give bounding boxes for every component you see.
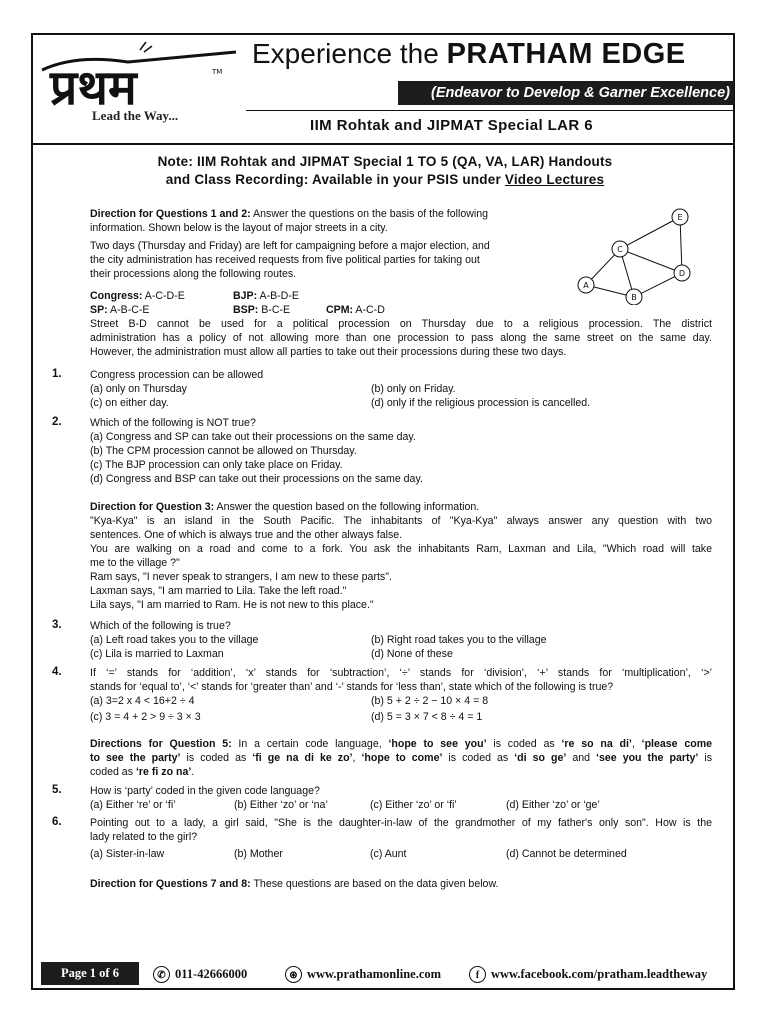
route-party: CPM: — [326, 304, 354, 316]
direction-label: Direction for Questions 7 and 8: — [90, 878, 251, 890]
node-label-e: E — [677, 213, 683, 222]
route-sp — [90, 304, 149, 318]
direction-label: Directions for Question 5: — [90, 738, 232, 750]
question-number: 3. — [52, 619, 62, 631]
text-line: their processions along the following routes. — [90, 268, 297, 280]
question-number: 2. — [52, 416, 62, 428]
text-line: administration has a policy of not allowing more than one procession to pass along the same street on the same day. — [90, 332, 712, 344]
option-d: (d) Cannot be determined — [506, 848, 627, 860]
route-party: SP: — [90, 304, 108, 316]
text-line: Ram says, "I never speak to strangers, I am new to these parts". — [90, 571, 392, 583]
header-title — [252, 38, 686, 71]
text-line: Two days (Thursday and Friday) are left for campaigning before a major election, and — [90, 240, 490, 252]
option-d: (d) None of these — [371, 648, 453, 660]
logo-tm: TM — [212, 68, 223, 76]
option-b: (b) The CPM procession cannot be allowed on Thursday. — [90, 445, 357, 457]
phrase: ‘hope to come’ — [361, 752, 443, 764]
direction-q1-q2 — [90, 208, 488, 222]
direction-text: These questions are based on the data given below. — [250, 878, 499, 890]
text-seg: coded as — [90, 766, 136, 778]
phrase: ‘hope to see you’ — [388, 738, 487, 750]
route-value: A-B-D-E — [257, 290, 299, 302]
route-party: BJP: — [233, 290, 258, 302]
question-number: 1. — [52, 368, 62, 380]
route-value: B-C-E — [258, 304, 291, 316]
route-bsp — [233, 304, 290, 318]
route-congress — [90, 290, 185, 304]
node-label-a: A — [583, 281, 589, 290]
option-a: (a) only on Thursday — [90, 383, 187, 395]
header-divider — [33, 143, 733, 145]
route-value: A-C-D — [353, 304, 385, 316]
phone-number: 011-42666000 — [175, 967, 248, 981]
text-line: me to the village ?" — [90, 557, 180, 569]
text-seg: . — [191, 766, 195, 778]
question-number: 6. — [52, 816, 62, 828]
street-c-e — [620, 217, 680, 249]
title-divider — [246, 110, 734, 111]
route-value: A-B-C-E — [107, 304, 150, 316]
option-c: (c) Lila is married to Laxman — [90, 648, 224, 660]
text-line: Laxman says, "I am married to Lila. Take the left road." — [90, 585, 347, 597]
text-line: "Kya-Kya" is an island in the South Pacific. The inhabitants of "Kya-Kya" always answer any question with two — [90, 515, 712, 527]
logo-text: प्रथम — [50, 60, 137, 116]
question-number: 5. — [52, 784, 62, 796]
footer-website — [285, 966, 441, 983]
code: ‘re fi zo na’ — [135, 766, 192, 778]
option-a: (a) Sister-in-law — [90, 848, 165, 860]
direction-text: Answer the questions on the basis of the following — [250, 208, 489, 220]
node-label-d: D — [678, 269, 686, 278]
website-link[interactable]: www.prathamonline.com — [307, 967, 442, 981]
facebook-icon: f — [469, 966, 486, 983]
text-line: Lila says, "I am married to Ram. He is not new to this place." — [90, 599, 374, 611]
direction-q5-line-1 — [90, 738, 712, 752]
text-line: information. Shown below is the layout of major streets in a city. — [90, 222, 388, 234]
option-a: (a) Congress and SP can take out their processions on the same day. — [90, 431, 416, 443]
text-seg: is coded as — [486, 738, 562, 750]
text-line: Street B-D cannot be used for a political procession on Thursday due to a religious procession. The district — [90, 318, 712, 330]
option-c: (c) 3 = 4 + 2 > 9 ÷ 3 × 3 — [90, 711, 201, 723]
direction-q5-line-3 — [90, 766, 194, 780]
direction-q5-line-2 — [90, 752, 712, 766]
question-text: How is ‘party’ coded in the given code language? — [90, 785, 320, 797]
video-lectures-link[interactable]: Video Lectures — [504, 172, 605, 187]
option-b: (b) Either ‘zo’ or ‘na’ — [234, 799, 328, 811]
direction-q7-q8 — [90, 878, 498, 892]
route-cpm — [326, 304, 385, 318]
code: ‘fi ge na di ke zo’ — [252, 752, 353, 764]
option-c: (c) Aunt — [370, 848, 407, 860]
street-layout-diagram — [572, 205, 714, 305]
footer-facebook — [469, 966, 707, 983]
question-text: Which of the following is NOT true? — [90, 417, 256, 429]
direction-text: Answer the question based on the following information. — [214, 501, 480, 513]
node-label-b: B — [631, 293, 637, 302]
text-seg: is — [698, 752, 713, 764]
text-seg: , — [352, 752, 362, 764]
header-title-brand: PRATHAM EDGE — [446, 38, 686, 70]
option-a: (a) Either ‘re’ or ‘fi’ — [90, 799, 176, 811]
node-label-c: C — [617, 245, 623, 254]
direction-label: Direction for Questions 1 and 2: — [90, 208, 251, 220]
text-seg: and — [566, 752, 597, 764]
option-b: (b) only on Friday. — [371, 383, 456, 395]
question-number: 4. — [52, 666, 62, 678]
question-text: Which of the following is true? — [90, 620, 231, 632]
phrase: ‘please come — [641, 738, 713, 750]
route-value: A-C-D-E — [142, 290, 185, 302]
footer — [33, 960, 733, 988]
note-banner — [60, 153, 710, 189]
facebook-link[interactable]: www.facebook.com/pratham.leadtheway — [491, 967, 708, 981]
option-c: (c) on either day. — [90, 397, 169, 409]
text-seg: is coded as — [180, 752, 253, 764]
route-party: Congress: — [90, 290, 143, 302]
text-line: the city administration has received requests from five political parties for taking out — [90, 254, 480, 266]
text-line: However, the administration must allow all parties to take out their processions during these two days. — [90, 346, 567, 358]
option-d: (d) Congress and BSP can take out their processions on the same day. — [90, 473, 423, 485]
document-title: IIM Rohtak and JIPMAT Special LAR 6 — [310, 117, 593, 134]
option-a: (a) 3=2 x 4 < 16+2 ÷ 4 — [90, 695, 195, 707]
question-text: stands for ‘equal to’, ‘<’ stands for ‘greater than’ and ‘-’ stands for ‘less than’, state which of the following is true? — [90, 681, 614, 693]
text-seg: is coded as — [442, 752, 515, 764]
option-b: (b) 5 + 2 ÷ 2 − 10 × 4 = 8 — [371, 695, 489, 707]
street-c-d — [620, 249, 682, 273]
route-party: BSP: — [233, 304, 259, 316]
text-seg: , — [631, 738, 642, 750]
phrase: to see the party’ — [90, 752, 181, 764]
note-line-2 — [60, 171, 710, 189]
header-title-prefix: Experience the — [252, 38, 447, 69]
option-c: (c) Either ‘zo’ or ‘fi’ — [370, 799, 457, 811]
option-d: (d) Either ‘zo’ or ‘ge’ — [506, 799, 600, 811]
code: ‘di so ge’ — [514, 752, 567, 764]
text-line: sentences. One of which is always true and the other always false. — [90, 529, 403, 541]
text-line: You are walking on a road and come to a fork. You ask the inhabitants Ram, Laxman and Lila, "Which road will take — [90, 543, 712, 555]
direction-q3 — [90, 501, 479, 515]
option-d: (d) only if the religious procession is cancelled. — [371, 397, 591, 409]
option-a: (a) Left road takes you to the village — [90, 634, 259, 646]
code: ‘re so na di’ — [561, 738, 632, 750]
page-indicator: Page 1 of 6 — [41, 962, 139, 985]
option-b: (b) Right road takes you to the village — [371, 634, 547, 646]
tagline: Lead the Way... — [92, 108, 179, 123]
direction-label: Direction for Question 3: — [90, 501, 215, 513]
route-bjp — [233, 290, 299, 304]
web-icon: ⊛ — [285, 966, 302, 983]
option-d: (d) 5 = 3 × 7 < 8 ÷ 4 = 1 — [371, 711, 483, 723]
footer-phone — [153, 966, 247, 983]
question-text: If ‘=’ stands for ‘addition’, ‘x’ stands for ‘subtraction’, ‘÷’ stands for ‘division’, ‘+’ stands for ‘multiplication’, ‘>’ — [90, 667, 712, 679]
question-text: Congress procession can be allowed — [90, 369, 264, 381]
option-c: (c) The BJP procession can only take place on Friday. — [90, 459, 343, 471]
note-line-1: Note: IIM Rohtak and JIPMAT Special 1 TO 5 (QA, VA, LAR) Handouts — [157, 154, 613, 169]
question-text: lady related to the girl? — [90, 831, 198, 843]
question-text: Pointing out to a lady, a girl said, "She is the daughter-in-law of the grandmother of my father's only son". How is the — [90, 817, 712, 829]
option-b: (b) Mother — [234, 848, 283, 860]
subtitle-bar: (Endeavor to Develop & Garner Excellence) — [398, 81, 734, 105]
phone-icon: ✆ — [153, 966, 170, 983]
text-seg: In a certain code language, — [231, 738, 389, 750]
note-line-2-text: and Class Recording: Available in your PSIS under — [165, 172, 505, 187]
phrase: ‘see you the party’ — [596, 752, 699, 764]
